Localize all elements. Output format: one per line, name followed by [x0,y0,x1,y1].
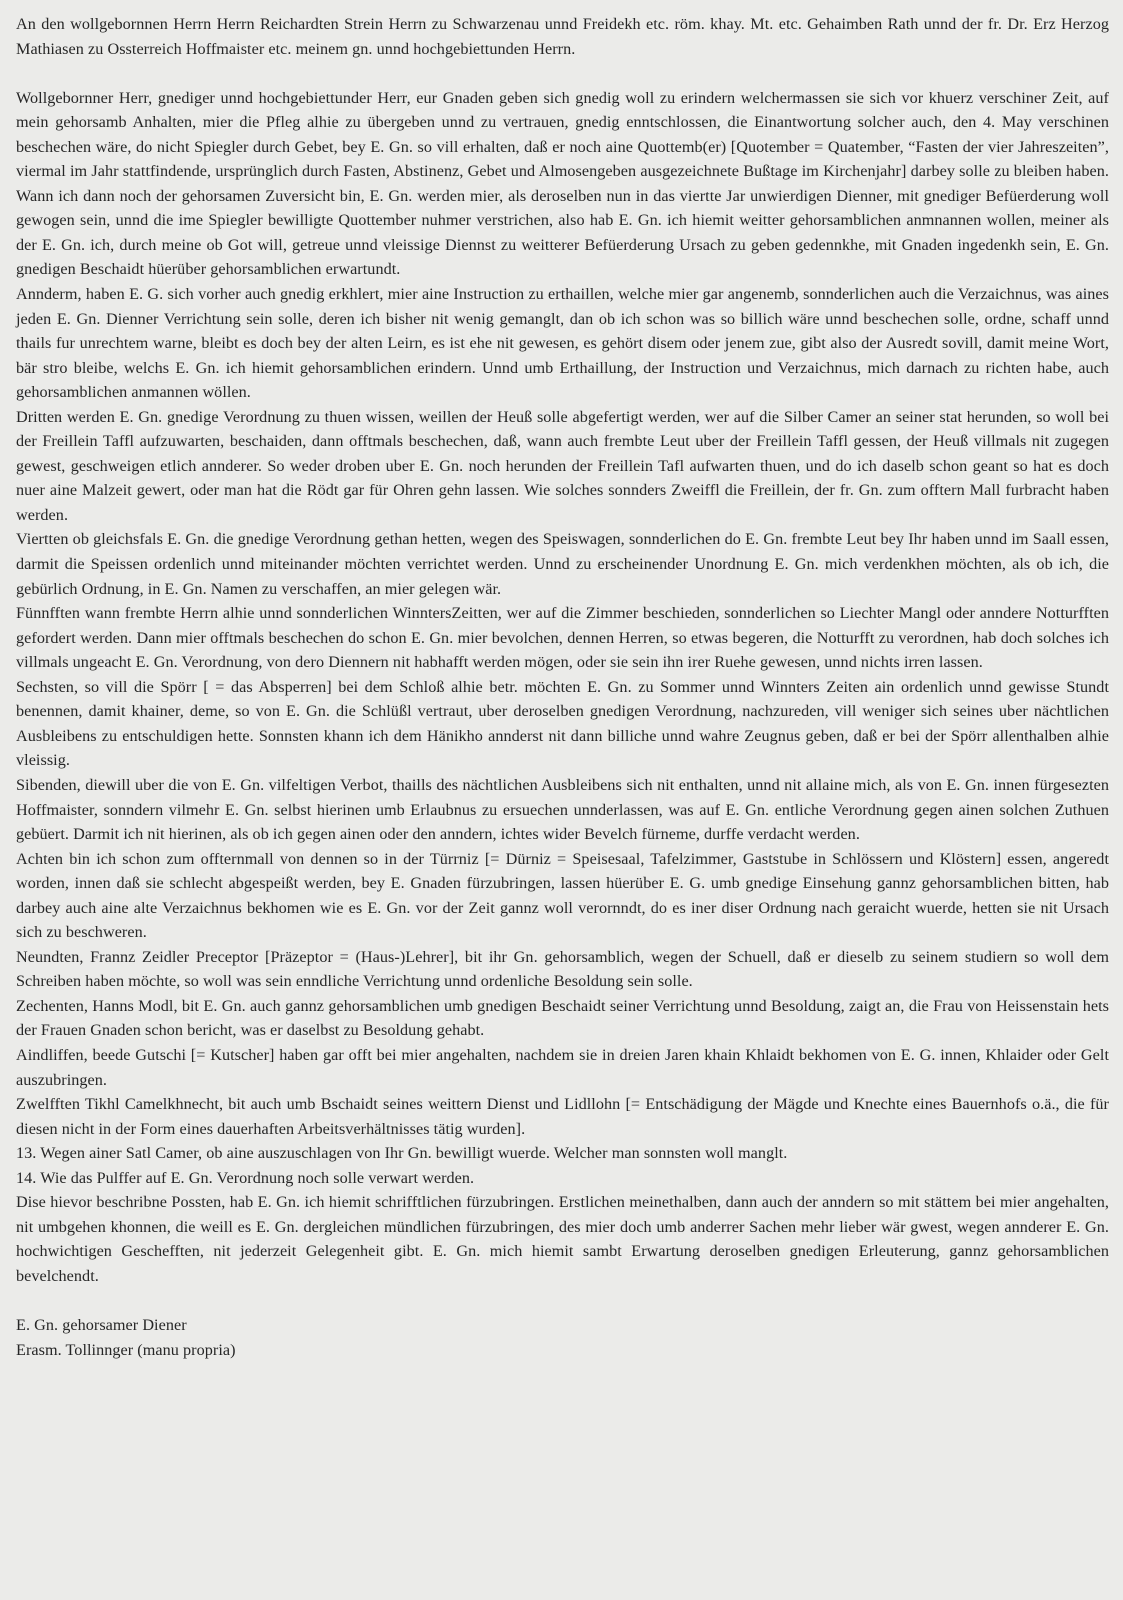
signature-block [16,1313,1109,1362]
paragraph-seventh: Sibenden, diewill uber die von E. Gn. vilfeltigen Verbot, thaills des nächtlichen Ausbleibens sich nit enthalten, unnd nit allaine mich, als von E. Gn. innen fürgesezten Hoffmaister, sonndern vilmehr E. Gn. selbst hierinen umb Erlaubnus zu ersuechen unnderlassen, was auf E. Gn. entliche Verordnung gegen ainen solchen Zuthuen gebüert. Darmit ich nit hierinen, als ob ich gegen ainen oder den anndern, ichtes wider Bevelch fürneme, durffe verdacht werden. [16,775,1109,844]
paragraph-item-13: 13. Wegen ainer Satl Camer, ob aine auszuschlagen von Ihr Gn. bewilligt wuerde. Welcher man sonnsten woll manglt. [16,1144,788,1163]
paragraph-tenth: Zechenten, Hanns Modl, bit E. Gn. auch gannz gehorsamblichen umb gnedigen Beschaidt seiner Verrichtung unnd Besoldung, zaigt an, die Frau von Heissenstain hets der Frauen Gnaden schon bericht, was er daselbst zu Besoldung gehabt. [16,996,1109,1040]
closing-line: E. Gn. gehorsamer Diener [16,1315,187,1334]
signature-name: Erasm. Tollinnger (manu propria) [16,1340,236,1359]
paragraph-eighth: Achten bin ich schon zum offternmall von dennen so in der Türrniz [= Dürniz = Speisesaal, Tafelzimmer, Gaststube in Schlössern und Klöstern] essen, angeredt worden, innen daß sie schlecht abgespeißt werden, bey E. Gnaden fürzubringen, lassen hüerüber E. G. umb gnedige Einsehung gannz gehorsamblichen bitten, hab darbey auch aine alte Verzaichnus bekhomen wie es E. Gn. vor der Zeit gannz woll verornndt, do es iner diser Ordnung nach geraicht wuerde, hetten sie nit Ursach sich zu beschweren. [16,849,1109,942]
paragraph-intro: Wollgebornner Herr, gnediger unnd hochgebiettunder Herr, eur Gnaden geben sich gnedig woll zu erindern welchermassen sie sich vor khuerz verschiner Zeit, auf mein gehorsamb Anhalten, mier die Pfleg alhie zu übergeben unnd zu vertrauen, gnedig enntschlossen, die Einantwortung solcher auch, den 4. May verschinen beschechen wäre, do nicht Spiegler durch Gebet, bey E. Gn. so vill erhalten, daß er noch aine Quottemb(er) [Quotember = Quatember, “Fasten der vier Jahreszeiten”, viermal im Jahr stattfindende, ursprünglich durch Fasten, Abstinenz, Gebet und Almosengeben ausgezeichnete Bußtage im Kirchenjahr] darbey solle zu bleiben haben. Wann ich dann noch der gehorsamen Zuversicht bin, E. Gn. werden mier, als deroselben nun in das viertte Jar unwierdigen Dienner, mit gnediger Befüerderung woll gewogen sein, unnd die ime Spiegler bewilligte Quottember nuhmer verstrichen, also hab E. Gn. ich hiemit weitter gehorsamblichen anmnannen wollen, meiner als der E. Gn. ich, durch meine ob Got will, getreue unnd vleissige Diennst zu weitterer Befüerderung Ursach zu geben gedennkhe, mit Gnaden ingedenkh sein, E. Gn. gnedigen Beschaidt hüerüber gehorsamblichen erwartundt. [16,88,1109,279]
letter-body [16,86,1109,1289]
paragraph-fifth: Fünnfften wann frembte Herrn alhie unnd sonnderlichen WinntersZeitten, wer auf die Zimmer beschieden, sonnderlichen so Liechter Mangl oder anndere Notturfften gefordert werden. Dann mier offtmals beschechen do schon E. Gn. mier bevolchen, dennen Herren, so etwas begeren, die Notturfft zu verordnen, hab doch solches ich villmals ungeacht E. Gn. Verordnung, von dero Diennern nit habhafft werden mögen, oder sie sein ihn irer Ruehe gewesen, unnd nichts irren lassen. [16,604,1109,672]
paragraph-item-14: 14. Wie das Pulffer auf E. Gn. Verordnung noch solle verwart werden. [16,1168,475,1187]
paragraph-gap [16,61,1109,86]
paragraph-twelfth: Zwelfften Tikhl Camelkhnecht, bit auch umb Bschaidt seines weittern Dienst und Lidllohn [= Entschädigung der Mägde und Knechte eines Bauernhofs o.ä., die für diesen nicht in der Form eines dauerhaften Arbeitsverhältnisses tätig wurden]. [16,1095,1109,1138]
paragraph-fourth: Viertten ob gleichsfals E. Gn. die gnedige Verordnung gethan hetten, wegen des Speiswagen, sonnderlichen do E. Gn. frembte Leut bey Ihr haben unnd im Saall essen, darmit die Speissen ordenlich unnd miteinander möchten verrichtet werden. Unnd zu erscheinender Unordnung E. Gn. mich verdenkhen möchten, als ob ich, die gebürlich Ordnung, in E. Gn. Namen zu verschaffen, an mier gelegen wär. [16,530,1109,598]
paragraph-ninth: Neundten, Frannz Zeidler Preceptor [Präzeptor = (Haus-)Lehrer], bit ihr Gn. gehorsamblich, wegen der Schuell, daß er dieselb zu seinem studiern so woll dem Schreiben haben möchte, so woll was sein enndliche Verrichtung unnd ordenliche Besoldung sein solle. [16,947,1109,991]
closing-gap [16,1288,1109,1313]
paragraph-second: Annderm, haben E. G. sich vorher auch gnedig erkhlert, mier aine Instruction zu erthaillen, welche mier gar angenemb, sonnderlichen auch die Verzaichnus, was aines jeden E. Gn. Dienner Verrichtung sein solle, deren ich bisher nit wenig gemanglt, dan ob ich schon was so billich wäre unnd beschechen solle, ordne, schaff unnd thails fur unrechtem warne, bleibt es doch bey der alten Leirn, es ist ehe nit gewesen, es gehört disem oder jenem zue, gibt also der Ausredt sovill, damit meine Wort, bär stro bleibe, welchs E. Gn. ich hiemit gehorsamblichen erindern. Unnd umb Erthaillung, der Instruction und Verzaichnus, mich darnach zu richten habe, auch gehorsamblichen anmannen wöllen. [16,285,1109,402]
paragraph-final: Dise hievor beschribne Possten, hab E. Gn. ich hiemit schrifftlichen fürzubringen. Erstlichen meinethalben, dann auch der anndern so mit stättem bei mier angehalten, nit umbgehen khonnen, die weill es E. Gn. dergleichen mündlichen fürzubringen, des mier doch umb anderrer Sachen mehr lieber wär gwest, wegen annderer E. Gn. hochwichtigen Geschefften, nit jederzeit Gelegenheit gibt. E. Gn. mich hiemit sambt Erwartung deroselben gnedigen Erleuterung, gannz gehorsamblichen bevelchendt. [16,1193,1109,1285]
address-line: An den wollgebornnen Herrn Herrn Reichardten Strein Herrn zu Schwarzenau unnd Freidekh etc. röm. khay. Mt. etc. Gehaimben Rath unnd der fr. Dr. Erz Herzog Mathiasen zu Ossterreich Hoffmaister etc. meinem gn. unnd hochgebiettunden Herrn. [16,15,1109,58]
paragraph-sixth: Sechsten, so vill die Spörr [ = das Absperren] bei dem Schloß alhie betr. möchten E. Gn. zu Sommer unnd Winnters Zeiten ain ordenlich unnd gewisse Stundt benennen, damit khainer, deme, so von E. Gn. die Schlüßl vertraut, uber deroselben gnedigen Verordnung, nachzureden, vill weniger sich seines uber nächtlichen Ausbleibens zu entschuldigen hette. Sonnsten khann ich dem Hänikho annderst nit dann billiche unnd wahre Zeugnus geben, daß er bei der Spörr allenthalben alhie vleissig. [16,677,1109,770]
paragraph-third: Dritten werden E. Gn. gnedige Verordnung zu thuen wissen, weillen der Heuß solle abgefertigt werden, wer auf die Silber Camer an seiner stat herunden, so woll bei der Freillein Taffl aufzuwarten, beschaiden, dann offtmals beschechen, daß, wann auch frembte Leut uber der Freillein Taffl gessen, der Heuß villmals nit zugegen gewest, geschweigen etlich annderer. So weder droben uber E. Gn. noch herunden der Freillein Tafl aufwarten thuen, und do ich daselb schon geant so hat es doch nuer aine Malzeit gewert, oder man hat die Rödt gar für Ohren gehn lassen. Wie solches sonnders Zweiffl die Freillein, der fr. Gn. zum offtern Mall furbracht haben werden. [16,407,1109,524]
paragraph-eleventh: Aindliffen, beede Gutschi [= Kutscher] haben gar offt bei mier angehalten, nachdem sie in dreien Jaren khain Khlaidt bekhomen von E. G. innen, Khlaider oder Gelt auszubringen. [16,1045,1109,1089]
